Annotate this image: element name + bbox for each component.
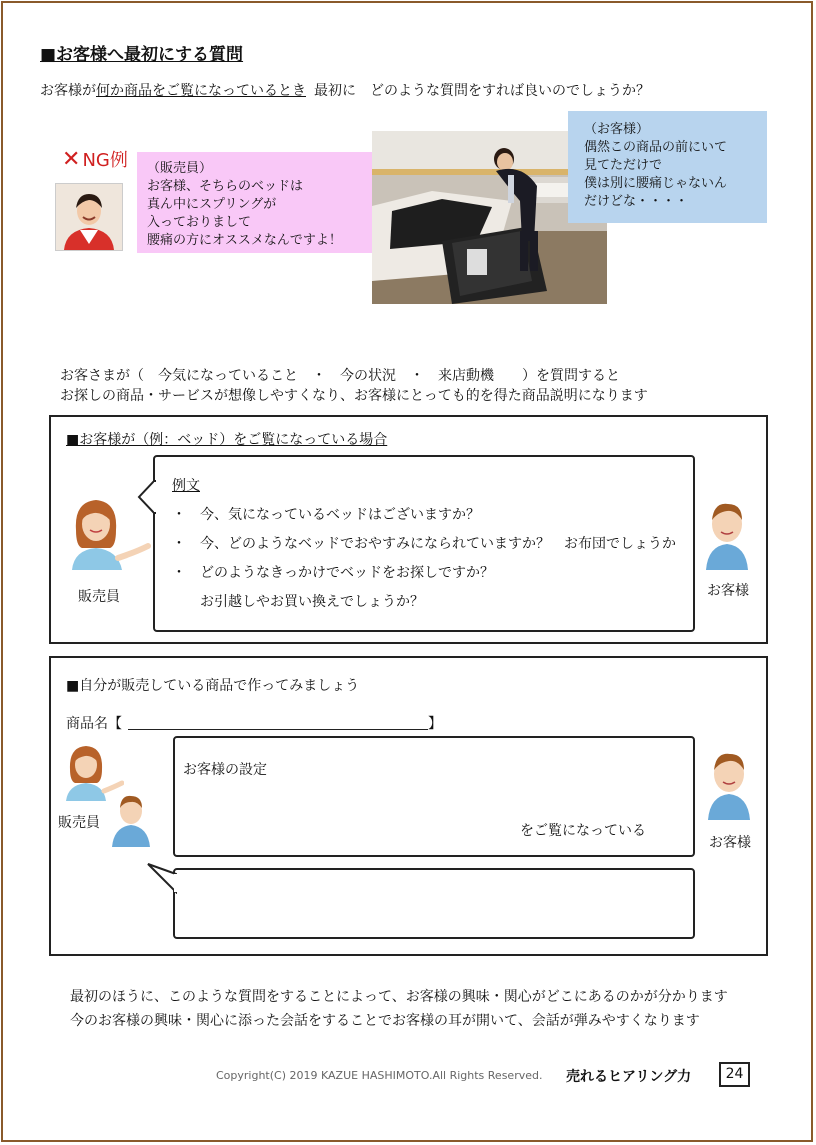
customer-bubble-line: 偶然この商品の前にいて xyxy=(584,140,728,155)
customer-label-2: お客様 xyxy=(709,835,751,851)
lead-line-2: お探しの商品・サービスが想像しやすくなり、お客様にとっても的を得た商品説明になります xyxy=(60,388,648,404)
customer-setting-label: お客様の設定 xyxy=(183,762,267,778)
example-line: ・ 今、どのようなベッドでおやすみになられていますか？ お布団でしょうか xyxy=(172,536,676,552)
ng-label: NG例 xyxy=(82,150,128,171)
bubble-tail-2 xyxy=(146,862,178,894)
clerk-label-2: 販売員 xyxy=(58,815,100,831)
product-name-label: 商品名【 xyxy=(66,716,122,732)
lead-question xyxy=(40,80,650,100)
question-suffix: 最初に どのような質問をすれば良いのでしょうか？ xyxy=(314,83,650,99)
page-title: ■お客様へ最初にする質問 xyxy=(40,45,244,65)
book-title: 売れるヒアリング力 xyxy=(566,1069,692,1085)
cross-icon: ✕ xyxy=(62,147,81,172)
example-title: 例文 xyxy=(172,478,200,494)
product-name-row xyxy=(66,713,122,733)
clerk-photo xyxy=(55,183,123,251)
example-sentences xyxy=(172,472,676,617)
copyright: Copyright(C) 2019 KAZUE HASHIMOTO.All Rights Reserved. xyxy=(216,1069,543,1082)
question-underlined: 何か商品をご覧になっているとき xyxy=(96,83,306,99)
clerk-bubble-line: （販売員） xyxy=(147,161,213,176)
closing-text xyxy=(70,985,728,1033)
lead-text xyxy=(60,366,648,406)
clerk-label: 販売員 xyxy=(78,589,120,605)
clerk-response-box[interactable] xyxy=(173,868,695,939)
example-box-header xyxy=(66,429,387,449)
example-line: ・ 今、気になっているベッドはございますか？ xyxy=(172,507,480,523)
closing-line-1: 最初のほうに、このような質問をすることによって、お客様の興味・関心がどこにあるのかが分かります xyxy=(70,989,728,1005)
clerk-speech-bubble xyxy=(137,152,385,253)
clerk-bubble-line: 腰痛の方にオススメなんですよ！ xyxy=(147,233,342,248)
clerk-bubble-line: 入っておりまして xyxy=(147,215,252,230)
customer-label: お客様 xyxy=(707,583,749,599)
customer-figure-icon xyxy=(702,500,752,570)
product-name-field[interactable] xyxy=(128,729,428,730)
viewing-text: をご覧になっている xyxy=(520,823,646,839)
ng-example-label xyxy=(62,146,128,172)
question-prefix: お客様が xyxy=(40,83,96,99)
customer-bubble-line: だけどな・・・・ xyxy=(584,194,689,209)
product-name-close: 】 xyxy=(428,716,442,732)
customer-bubble-line: （お客様） xyxy=(584,122,650,137)
example-line: お引越しやお買い換えでしょうか？ xyxy=(172,594,424,610)
customer-bubble-line: 僕は別に腰痛じゃないん xyxy=(584,176,728,191)
customer-bubble-line: 見てただけで xyxy=(584,158,663,173)
customer-speech-bubble xyxy=(568,111,767,223)
page-number: 24 xyxy=(719,1062,750,1087)
practice-box-header: ■自分が販売している商品で作ってみましょう xyxy=(66,678,360,694)
bubble-tail xyxy=(137,480,157,514)
example-header-text: ■お客様が（例：ベッド）をご覧になっている場合 xyxy=(66,432,388,448)
example-line: ・ どのようなきっかけでベッドをお探しですか？ xyxy=(172,565,494,581)
clerk-bubble-line: お客様、そちらのベッドは xyxy=(147,179,304,194)
lead-line-1: お客さまが（ 今気になっていること ・ 今の状況 ・ 来店動機 ）を質問すると xyxy=(60,368,620,384)
closing-line-2: 今のお客様の興味・関心に添った会話をすることでお客様の耳が開いて、会話が弾みやすくなります xyxy=(70,1013,700,1029)
clerk-bubble-line: 真ん中にスプリングが xyxy=(147,197,277,212)
customer-figure-icon-2 xyxy=(704,750,754,820)
customer-figure-small-icon xyxy=(108,793,154,847)
